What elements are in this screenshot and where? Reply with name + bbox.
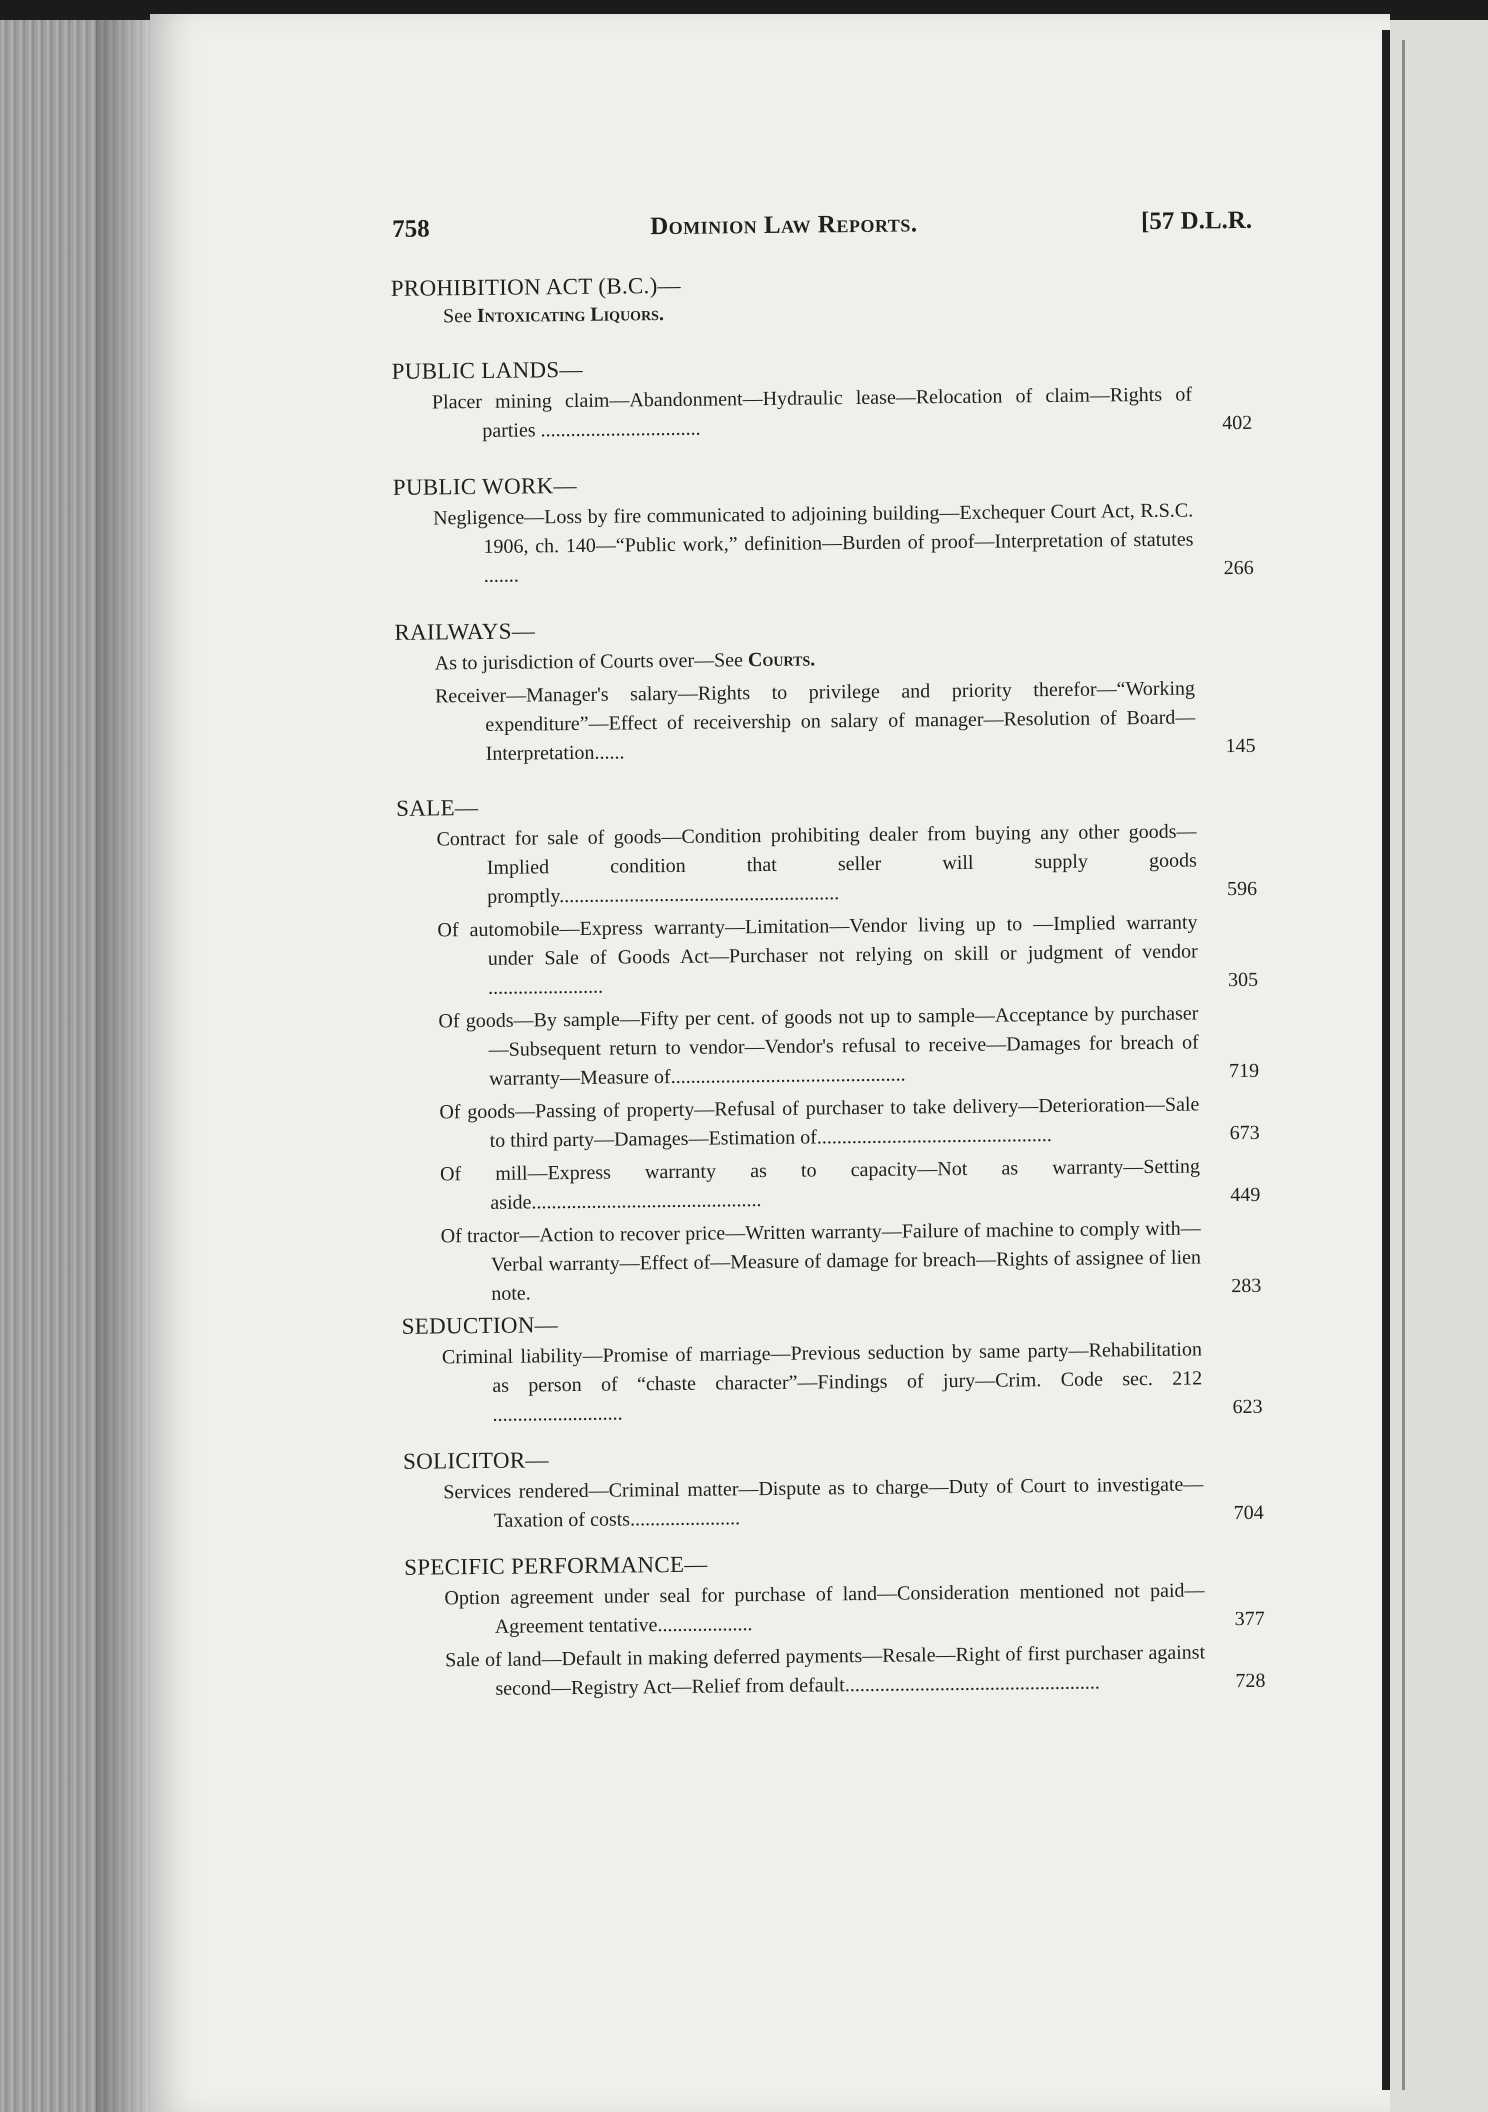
entry-page: 623 — [1232, 1395, 1263, 1419]
index-topic — [381, 350, 1252, 447]
entry-text: Of tractor—Action to recover price—Written warranty—Failure of machine to comply with—Verbal warranty—Effect of—Measure of damage for breach—Rights of assignee of lien note — [440, 1217, 1202, 1305]
index-entry — [388, 999, 1259, 1095]
page-binding-shadow — [1382, 30, 1390, 2090]
leader-dots: .............................................. — [531, 1189, 762, 1214]
index-entry — [390, 1152, 1261, 1219]
topic-heading: SALE— — [396, 795, 479, 821]
index-entry — [391, 1214, 1262, 1310]
topic-heading: PROHIBITION ACT (B.C.)— — [390, 272, 682, 301]
entry-text: Negligence—Loss by fire communicated to adjoining building—Exchequer Court Act, R.S.C. 1906, ch. 140—“Public work,” definition—Burden of proof—Interpretation of statutes — [433, 499, 1194, 558]
index-topic — [393, 1440, 1264, 1537]
entry-page: 449 — [1230, 1183, 1261, 1207]
index-topic — [384, 611, 1256, 770]
entry-text: Services rendered—Criminal matter—Dispute as to charge—Duty of Court to investigate—Taxation of costs — [443, 1473, 1204, 1532]
cross-reference — [381, 297, 1251, 329]
page-number: 758 — [391, 215, 430, 243]
leader-dots: ....................... — [487, 975, 604, 999]
index-entry — [392, 1335, 1263, 1431]
entry-page: 305 — [1227, 968, 1259, 992]
entry-text: Option agreement under seal for purchase of land—Consideration mentioned not paid—Agreement tentative — [444, 1579, 1205, 1638]
entry-page: 145 — [1225, 734, 1256, 758]
leader-dots: ........................................................ — [559, 882, 840, 908]
see-prefix: See — [442, 305, 473, 328]
leader-dots: ................................................... — [844, 1671, 1100, 1697]
gutter-shadow — [96, 20, 156, 2112]
entry-page: 402 — [1222, 411, 1253, 435]
see-reference: Courts. — [747, 648, 816, 672]
index-content — [380, 207, 1266, 1705]
index-entry — [389, 1090, 1260, 1157]
see-reference: Intoxicating Liquors. — [476, 303, 665, 327]
leader-dots: ............................................... — [816, 1124, 1052, 1149]
index-entry — [386, 817, 1257, 913]
index-topic — [383, 466, 1254, 592]
topic-heading: SOLICITOR— — [402, 1447, 549, 1474]
index-entry — [387, 908, 1258, 1004]
entry-text: Of mill—Express warranty as to capacity—Not as warranty—Setting aside — [439, 1155, 1201, 1214]
entry-text: Placer mining claim—Abandonment—Hydraulic lease—Relocation of claim—Rights of parties — [431, 383, 1193, 442]
entry-page: 719 — [1228, 1059, 1260, 1083]
index-entry — [382, 380, 1253, 447]
topic-heading: RAILWAYS— — [394, 618, 536, 645]
entry-page: 728 — [1235, 1669, 1266, 1693]
leader-dots: ...................... — [629, 1507, 741, 1531]
running-header — [380, 206, 1253, 268]
topic-heading: PUBLIC LANDS— — [391, 356, 583, 384]
leader-dots: ............................................... — [670, 1063, 906, 1089]
volume-label: [57 D.L.R. — [1140, 206, 1253, 236]
entry-page: 266 — [1223, 556, 1254, 580]
topic-heading: PUBLIC WORK— — [392, 472, 577, 500]
running-title: Dominion Law Reports. — [649, 210, 918, 241]
entry-text: Criminal liability—Promise of marriage—Previous seduction by same party—Rehabilitation as person of “chaste character”—Findings of jury—Crim. Code sec. 212 — [441, 1338, 1203, 1397]
entry-page: 283 — [1231, 1274, 1262, 1298]
leader-dots: .......................... — [492, 1402, 623, 1426]
entry-page: 377 — [1234, 1607, 1265, 1631]
facing-page-line — [1402, 40, 1405, 2090]
entry-text: Receiver—Manager's salary—Rights to privilege and priority therefor—“Working expenditure”—Effect of receivership on salary of manager—Resolution of Board—Interpretation — [434, 677, 1196, 765]
entry-text: Of automobile—Express warranty—Limitation—Vendor living up to —Implied warranty under Sale of Goods Act—Purchaser not relying on skill or judgment of vendor — [437, 911, 1198, 970]
entry-page: 673 — [1229, 1121, 1260, 1145]
index-topic — [394, 1546, 1266, 1705]
index-entry — [393, 1470, 1264, 1537]
topic-heading: SPECIFIC PERFORMANCE— — [404, 1551, 708, 1580]
entry-text: Of goods—By sample—Fifty per cent. of goods not up to sample—Acceptance by purchaser—Subsequent return to vendor—Vendor's refusal to receive—Damages for breach of warranty—Measure of — [438, 1002, 1199, 1090]
entry-text: Sale of land—Default in making deferred payments—Resale—Right of first purchaser against second—Registry Act—Relief from default — [445, 1641, 1206, 1700]
leader-dots: ................... — [657, 1613, 753, 1637]
leader-dots: ....... — [483, 564, 519, 587]
cross-reference — [385, 641, 1255, 679]
index-topic — [386, 787, 1261, 1310]
index-topic — [381, 267, 1252, 329]
index-entry — [383, 496, 1254, 592]
index-topic — [391, 1305, 1262, 1431]
entry-text: Contract for sale of goods—Condition prohibiting dealer from buying any other goods—Implied condition that seller will supply goods promptly — [436, 820, 1197, 908]
leader-dots: . — [525, 1282, 531, 1305]
cross-reference-text: As to jurisdiction of Courts over—See — [434, 649, 744, 675]
leader-dots: ...... — [594, 741, 625, 764]
entry-page: 704 — [1233, 1501, 1264, 1525]
index-entry — [385, 674, 1256, 770]
entry-page: 596 — [1226, 877, 1258, 901]
topic-heading: SEDUCTION— — [401, 1312, 559, 1339]
index-entry — [395, 1638, 1266, 1705]
entry-text: Of goods—Passing of property—Refusal of purchaser to take delivery—Deterioration—Sale to third party—Damages—Estimation of — [439, 1093, 1200, 1152]
leader-dots: ................................ — [535, 417, 701, 442]
index-entry — [394, 1576, 1265, 1643]
